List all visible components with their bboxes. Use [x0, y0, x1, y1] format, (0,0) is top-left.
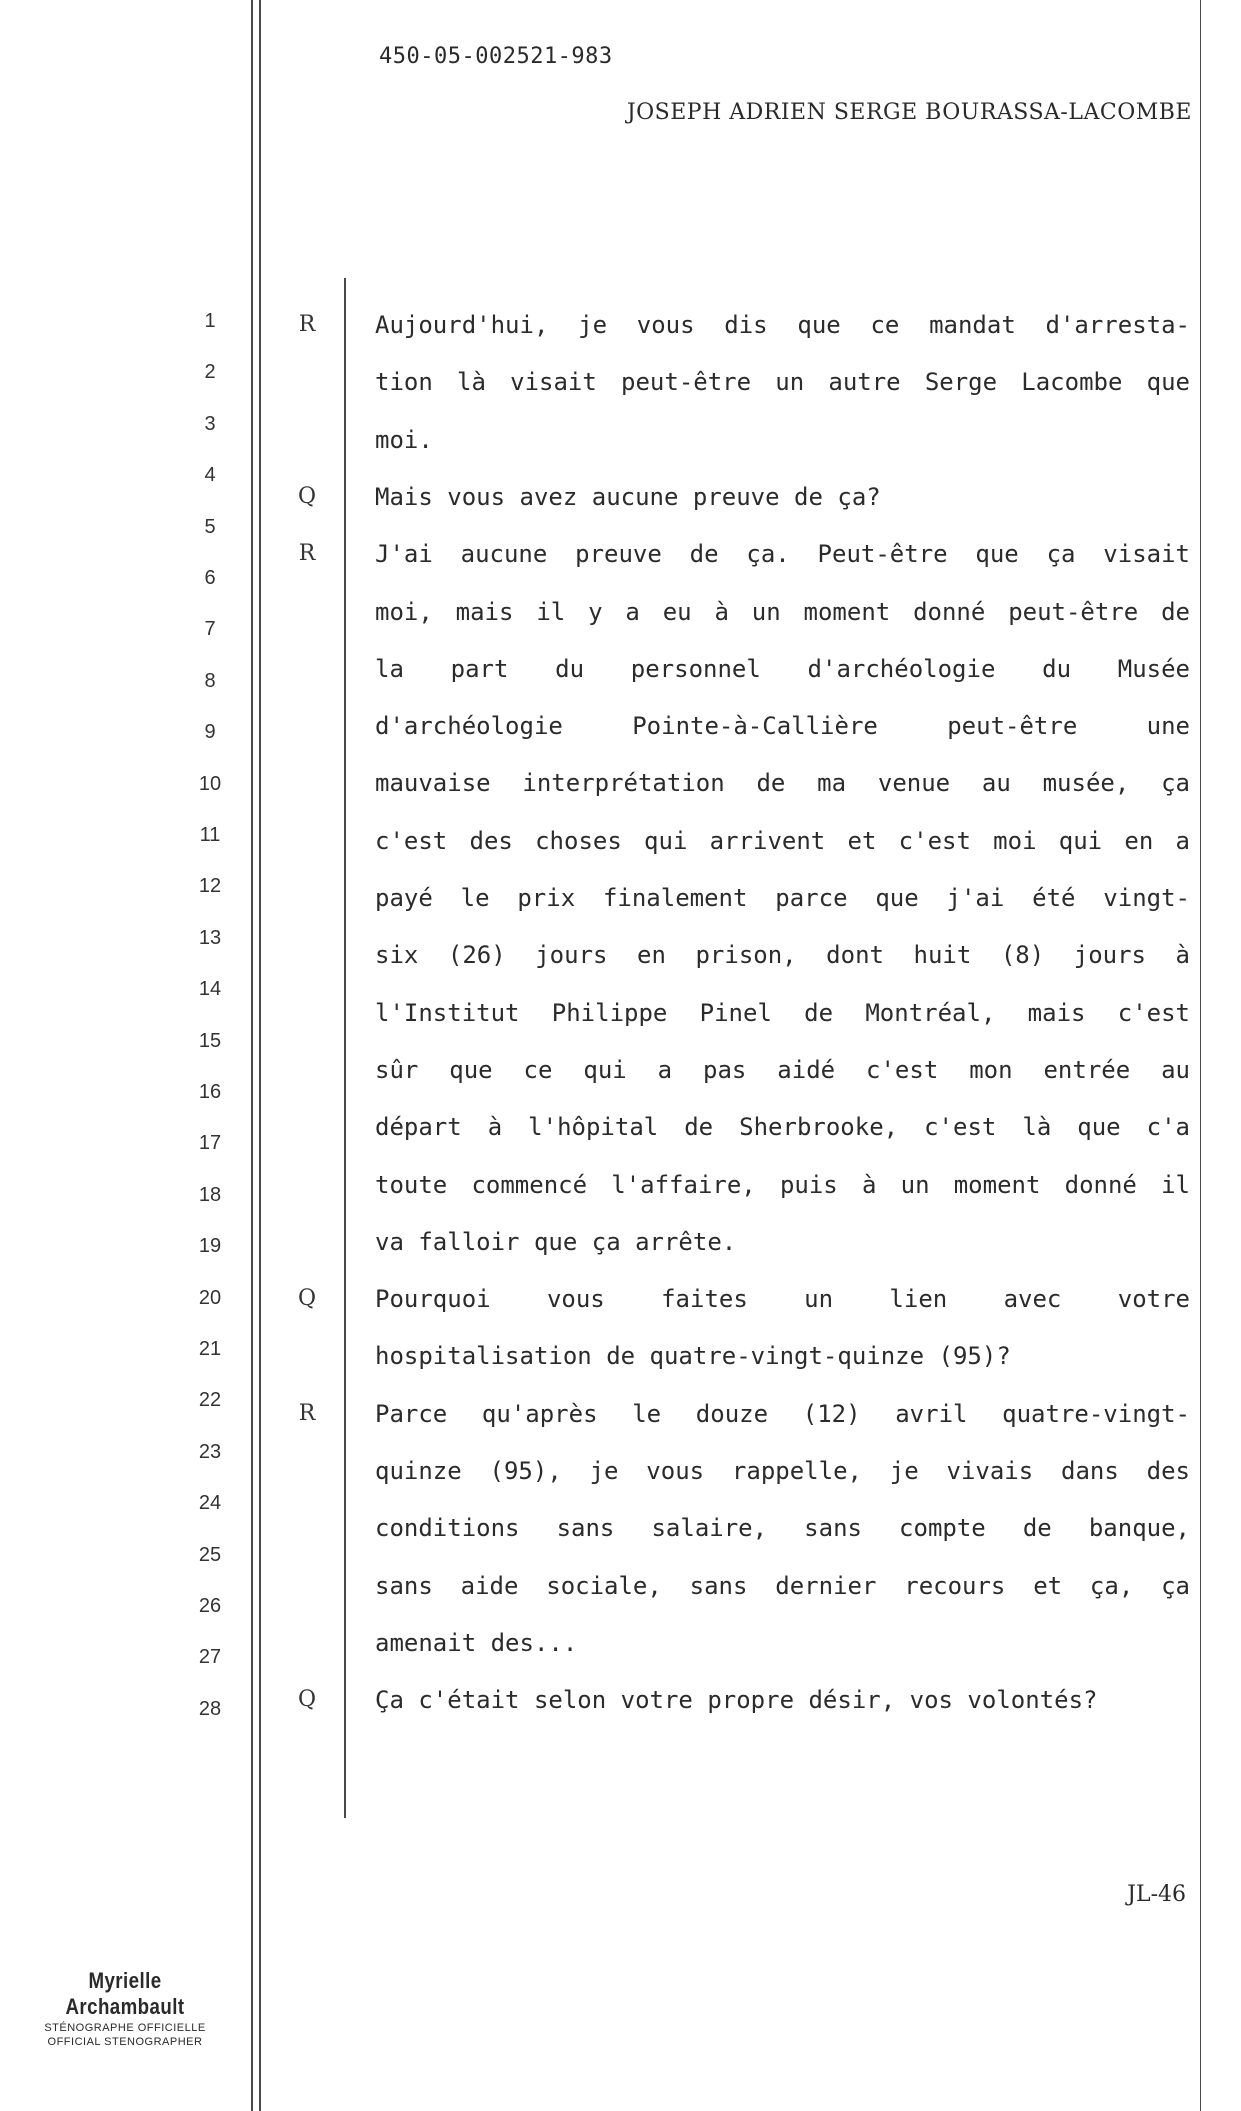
- transcript-line: Ça c'était selon votre propre désir, vos volontés?: [375, 1686, 1098, 1715]
- transcript-line: c'est des choses qui arrivent et c'est moi qui en a: [375, 826, 1190, 855]
- stenographer-title-en: OFFICIAL STENOGRAPHER: [47, 2036, 203, 2048]
- speaker-marker: Q: [297, 1286, 317, 1312]
- transcript-line: départ à l'hôpital de Sherbrooke, c'est là que c'a: [375, 1113, 1190, 1142]
- line-number: 17: [198, 1132, 222, 1155]
- line-number: 19: [198, 1235, 222, 1258]
- line-number: 25: [198, 1543, 222, 1566]
- line-number: 28: [198, 1697, 222, 1720]
- line-number: 24: [198, 1492, 222, 1515]
- line-number: 9: [204, 721, 216, 744]
- transcript-line: va falloir que ça arrête.: [375, 1227, 737, 1256]
- witness-name: JOSEPH ADRIEN SERGE BOURASSA-LACOMBE: [626, 100, 1192, 125]
- transcript-line: Mais vous avez aucune preuve de ça?: [375, 482, 881, 511]
- transcript-line: sans aide sociale, sans dernier recours et ça, ça: [375, 1571, 1190, 1600]
- transcript-line: mauvaise interprétation de ma venue au musée, ça: [375, 769, 1190, 798]
- speaker-marker: R: [298, 541, 316, 567]
- line-number: 10: [198, 772, 222, 795]
- speaker-marker: Q: [297, 1687, 317, 1713]
- transcript-line: d'archéologie Pointe-à-Callière peut-être une: [375, 712, 1190, 741]
- line-number: 13: [198, 926, 222, 949]
- transcript-line: J'ai aucune preuve de ça. Peut-être que ça visait: [375, 540, 1190, 569]
- transcript-line: tion là visait peut-être un autre Serge Lacombe que: [375, 368, 1190, 397]
- line-number: 26: [198, 1595, 222, 1617]
- transcript-line: moi.: [375, 425, 433, 454]
- line-number: 23: [198, 1440, 222, 1463]
- transcript-line: six (26) jours en prison, dont huit (8) jours à: [375, 941, 1190, 970]
- line-number: 22: [198, 1389, 222, 1412]
- line-number: 3: [204, 412, 216, 435]
- case-number: 450-05-002521-983: [379, 44, 613, 69]
- line-number: 2: [204, 361, 216, 384]
- line-number: 5: [204, 515, 216, 538]
- line-number: 7: [204, 618, 216, 641]
- line-number: 27: [198, 1646, 222, 1669]
- line-number: 4: [204, 464, 216, 487]
- line-number: 18: [198, 1183, 222, 1206]
- line-number: 21: [198, 1338, 222, 1360]
- speaker-marker: Q: [297, 483, 317, 509]
- line-number: 8: [204, 669, 216, 692]
- line-number: 16: [198, 1081, 222, 1103]
- transcript-line: l'Institut Philippe Pinel de Montréal, mais c'est: [375, 998, 1190, 1027]
- right-margin-rule: [1200, 0, 1201, 2111]
- stenographer-title-fr: STÉNOGRAPHE OFFICIELLE: [44, 2022, 206, 2034]
- transcript-line: Aujourd'hui, je vous dis que ce mandat d'arresta-: [375, 311, 1190, 339]
- transcript-line: moi, mais il y a eu à un moment donné peut-être de: [375, 597, 1190, 626]
- text-margin-rule: [344, 278, 346, 1818]
- speaker-marker: R: [298, 1400, 316, 1426]
- line-number: 6: [204, 567, 216, 589]
- transcript-line: Pourquoi vous faites un lien avec votre: [375, 1285, 1190, 1314]
- transcript-line: hospitalisation de quatre-vingt-quinze (95)?: [375, 1342, 1011, 1371]
- transcript-line: sûr que ce qui a pas aidé c'est mon entrée au: [375, 1055, 1190, 1084]
- transcript-line: quinze (95), je vous rappelle, je vivais dans des: [375, 1457, 1190, 1485]
- line-number: 20: [198, 1286, 222, 1309]
- transcript-line: toute commencé l'affaire, puis à un moment donné il: [375, 1170, 1190, 1199]
- left-margin-rule-inner: [259, 0, 261, 2111]
- transcript-line: conditions sans salaire, sans compte de banque,: [375, 1514, 1190, 1543]
- page-code: JL-46: [1127, 1882, 1186, 1907]
- transcript-line: Parce qu'après le douze (12) avril quatre-vingt-: [375, 1399, 1190, 1428]
- line-number: 14: [198, 978, 222, 1001]
- transcript-line: la part du personnel d'archéologie du Musée: [375, 654, 1190, 683]
- line-number: 15: [198, 1029, 222, 1052]
- line-number: 1: [204, 310, 216, 332]
- line-number: 12: [198, 875, 222, 898]
- transcript-line: amenait des...: [375, 1628, 578, 1657]
- transcript-line: payé le prix finalement parce que j'ai été vingt-: [375, 884, 1190, 912]
- stenographer-stamp: [10, 1968, 240, 2048]
- speaker-marker: R: [298, 312, 316, 337]
- line-number: 11: [199, 824, 221, 846]
- stenographer-name: Myrielle Archambault: [65, 1968, 185, 2019]
- left-margin-rule-outer: [251, 0, 253, 2111]
